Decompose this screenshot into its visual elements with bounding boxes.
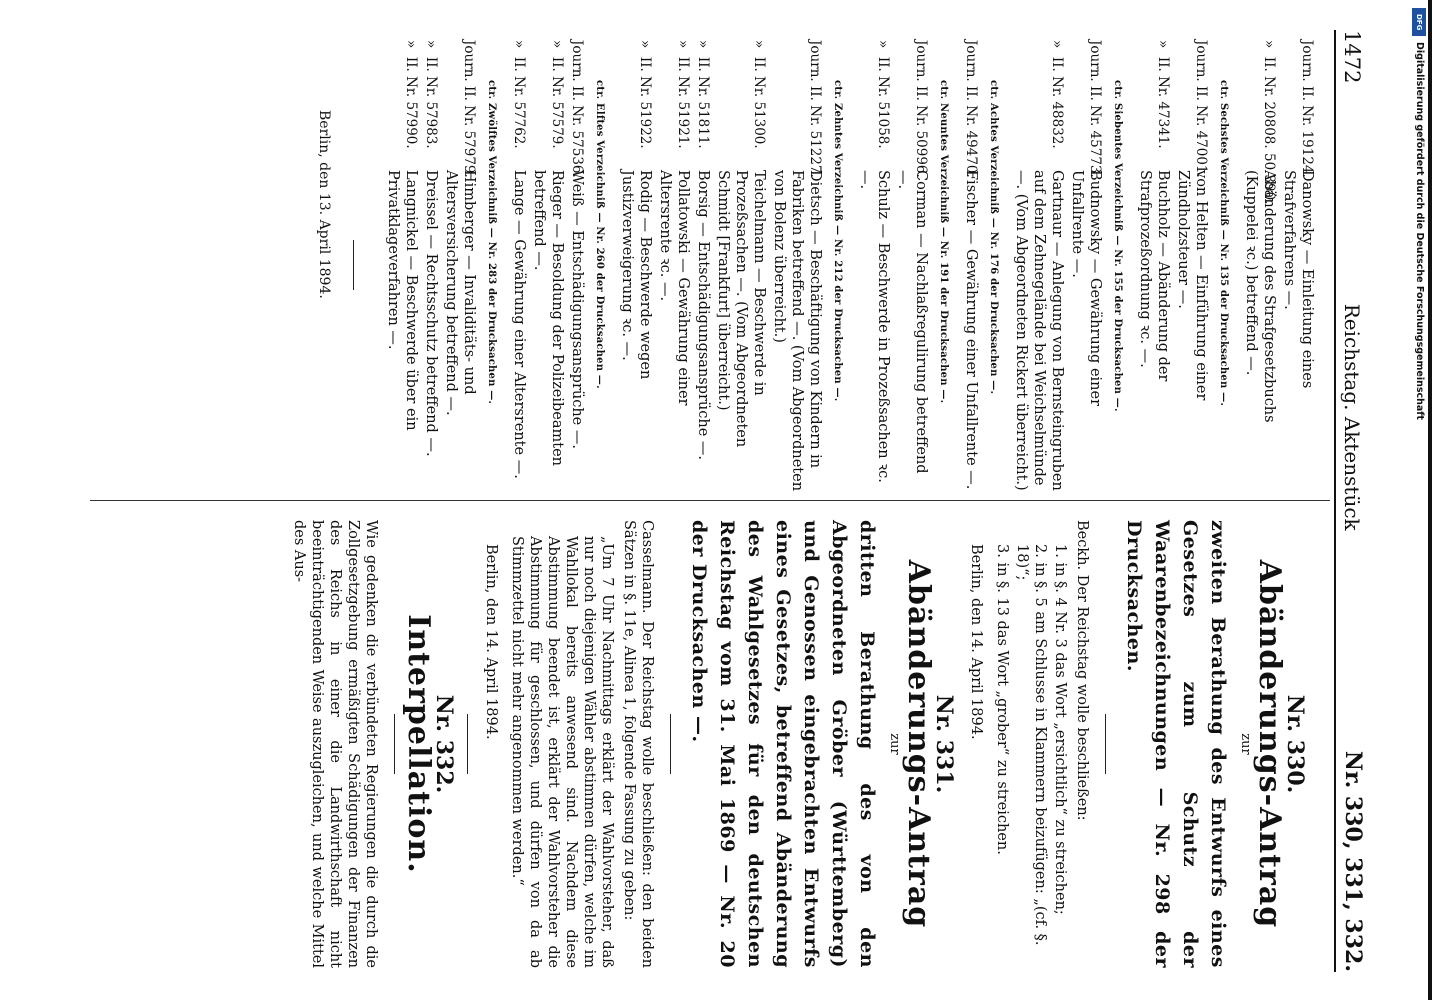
list-item: 2. in §. 5 am Schlusse in Klammern beizufügen: „(cf. §. 18)“; xyxy=(1014,544,1048,946)
section-heading: ctr. Sechstes Verzeichniß — Nr. 135 der Drucksachen —. xyxy=(1218,80,1229,406)
section-heading: ctr. Achtes Verzeichniß — Nr. 176 der Drucksachen —. xyxy=(988,80,999,395)
section-heading: ctr. Neuntes Verzeichniß — Nr. 191 der Drucksachen —. xyxy=(938,80,949,404)
section-rule xyxy=(670,714,671,774)
list-item: » II. Nr. 51300. Teichelmann — Beschwerde in Prozeßsachen —. (Vom Abgeordneten Schmidt [Frankfurt] überreicht.) xyxy=(715,40,767,448)
heading-nr-331: Nr. 331. xyxy=(931,694,957,794)
lead-330: zweiten Berathung des Entwurfs eines Gesetzes zum Schutz der Waarenbezeichnungen — Nr. 298 der Drucksachen. xyxy=(1123,520,1229,968)
list-item: Journ. II. Nr. 57979. Himberger — Invaliditäts- und Altersversicherung betreffend —. xyxy=(443,40,477,416)
column-divider xyxy=(90,500,1330,501)
left-column xyxy=(315,40,1318,492)
list-item: Journ. II. Nr. 47001. von Helten — Einführung einer Zündholzsteuer —. xyxy=(1175,40,1209,401)
beckh-intro: Beckh. Der Reichstag wolle beschließen: xyxy=(1074,520,1090,821)
section-rule xyxy=(353,240,354,290)
page-number: 1472 xyxy=(1340,30,1364,84)
section-heading: ctr. Zwölftes Verzeichniß — Nr. 283 der Drucksachen —. xyxy=(486,80,497,405)
title-330: Abänderungs-Antrag xyxy=(1252,559,1287,929)
list-item: 3. in §. 13 das Wort „grober“ zu streichen. xyxy=(994,544,1010,855)
section-rule xyxy=(1105,714,1106,774)
digitization-credit xyxy=(1412,8,1426,992)
cassel-intro: Casselmann. Der Reichstag wolle beschließen: den beiden Sätzen in §. 11e, Alinea 1, folgende Fassung zu geben: xyxy=(621,520,655,968)
title-331: Abänderungs-Antrag xyxy=(901,559,936,929)
dfg-logo: DFG xyxy=(1412,8,1426,36)
heading-nr-332: Nr. 332. xyxy=(431,694,457,794)
list-item: Journ. II. Nr. 50996. Corman — Nachlaßregulirung betreffend —. xyxy=(895,40,929,474)
list-item: » II. Nr. 57579. Rieger — Besoldung der Polizeibeamten betreffend —. xyxy=(531,40,565,466)
list-item: 1. in §. 4 Nr. 3 das Wort „ersichtlich“ zu streichen; xyxy=(1052,544,1068,915)
list-item: » II. Nr. 20808. 50 390. Abänderung des Strafgesetzbuchs (Kuppelei ꝛc.) betreffend —. xyxy=(1243,40,1277,423)
list-item: Journ. II. Nr. 49470. Fischer — Gewährung einer Unfallrente —. xyxy=(963,40,979,490)
list-item: » II. Nr. 51058. Schulz — Beschwerde in Prozeßsachen ꝛc. —. xyxy=(857,40,891,483)
list-item: » II. Nr. 57983. Dreissel — Rechtsschutz betreffend —. xyxy=(423,40,439,457)
list-item: » II. Nr. 51921. Pollatowski — Gewährung einer Altersrente ꝛc. —. xyxy=(657,40,691,406)
header-numbers: Nr. 330, 331, 332. xyxy=(1340,750,1366,972)
header-title: Reichstag. Aktenstück xyxy=(1340,303,1364,531)
list-item: » II. Nr. 48832. Gartnaur — Anlegung von Bernsteingruben auf dem Zehnegelände bei Weichselmünde —. (Vom Abgeordneten Rickert überreicht.) xyxy=(1013,40,1065,491)
section-rule xyxy=(394,714,395,774)
list-item: » II. Nr. 57762. Lange — Gewährung einer Altersrente —. xyxy=(511,40,527,479)
credit-text: Digitalisierung gefördert durch die Deutsche Forschungsgemeinschaft xyxy=(1414,42,1425,420)
left-date: Berlin, den 13. April 1894. xyxy=(316,110,332,299)
title-332: Interpellation. xyxy=(401,614,436,874)
list-item: » II. Nr. 51811. Borsig — Entschädigungsansprüche —. xyxy=(695,40,711,461)
date-330: Berlin, den 14. April 1894. xyxy=(968,544,984,740)
list-item: Journ. II. Nr. 51227. Dietsch — Beschäftigung von Kindern in Fabriken betreffend —. (Vom Abgeordneten von Bolenz überreicht.) xyxy=(771,40,823,492)
section-rule xyxy=(467,714,468,774)
page-header xyxy=(1334,30,1376,972)
section-heading: ctr. Elftes Verzeichniß — Nr. 260 der Drucksachen —. xyxy=(594,80,605,389)
interpellation-text: Wie gedenken die verbündeten Regierungen die durch die Zollgesetzgebung ermäßigten Schädigungen der Finanzen des Reichs in einer die Landwirthschaft nicht beeinträchtigenden Weise auszugleichen, und welche Mittel des Aus- xyxy=(291,520,379,968)
list-item: Journ. II. Nr. 19124. Danowsky — Einleitung eines Strafverfahrens —. xyxy=(1281,40,1315,389)
cassel-quote: „Um 7 Uhr Nachmittags erklärt der Wahlvorsteher, daß nur noch diejenigen Wähler abstimmen dürfen, welche im Wahllokal bereits anwesend sind. Nachdem diese Abstimmung beendet ist, erklärt der Wahlvorsteher die Abstimmung für geschlossen, und dürfen von da ab Stimmzettel nicht mehr angenommen werden.“ xyxy=(509,536,615,968)
section-heading: ctr. Siebentes Verzeichniß — Nr. 155 der Drucksachen —. xyxy=(1112,80,1123,412)
list-item: » II. Nr. 51922. Rodig — Beschwerde wegen Justizverweigerung ꝛc. —. xyxy=(619,40,653,380)
section-heading: ctr. Zehntes Verzeichniß — Nr. 212 der Drucksachen —. xyxy=(832,80,843,402)
right-column xyxy=(286,520,1318,968)
lead-331: dritten Berathung des von den Abgeordneten Gröber (Württemberg) und Genossen eingebrachten Entwurfs eines Gesetzes, betreffend Abänderung des Wahlgesetzes für den deutschen Reichstag vom 31. Mai 1869 — Nr. 20 der Drucksachen —. xyxy=(688,520,878,968)
scan-edge xyxy=(1428,0,1432,1000)
zur-331: zur xyxy=(887,733,902,755)
list-item: Journ. II. Nr. 45773. Budnowsky — Gewährung einer Unfallrente —. xyxy=(1069,40,1103,407)
heading-nr-330: Nr. 330. xyxy=(1282,694,1308,794)
zur-330: zur xyxy=(1238,733,1253,755)
list-item: Journ. II. Nr. 57536. Weiß — Entschädigungsansprüche —. xyxy=(569,40,585,449)
list-item: » II. Nr. 47341. Buchholz — Abänderung der Strafprozeßordnung ꝛc. —. xyxy=(1137,40,1171,382)
list-item: » II. Nr. 57990. Langnickel — Beschwerde über ein Privatklageverfahren —. xyxy=(385,40,419,431)
date-331: Berlin, den 14. April 1894. xyxy=(483,544,499,740)
